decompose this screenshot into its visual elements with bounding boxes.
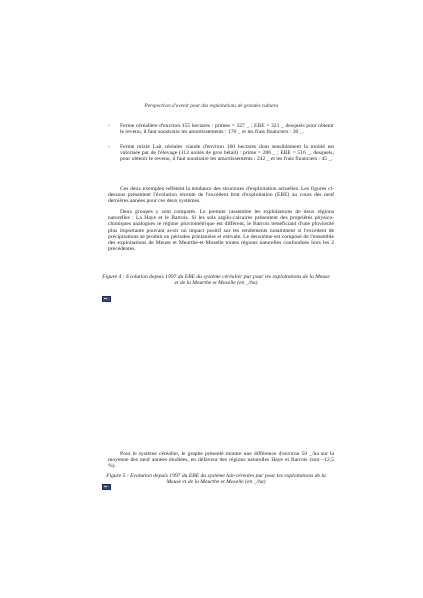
bullet-mark: - bbox=[108, 123, 110, 129]
figure-5-caption: Figure 5 : Evolution depuis 1997 du EBE du système lait-céréales pur pour les exploitations de la Meuse et de la Meurthe et Moselle (en _/ha) bbox=[106, 473, 326, 486]
figure-4-broken-image-icon bbox=[102, 296, 111, 302]
paragraph-examples: Ces deux exemples reflètent la tendance des structures d'exploitation actuelles. Les figures ci-dessous présentent l'évolution récente de l'excédent brut d'exploitation (EBE) au cours des neuf dernières années pour ces deux systèmes. bbox=[108, 186, 334, 205]
bullet-text: Ferme céréalière d'environ 155 hectares : primes = 327 _ ; EBE = 321 _ desquels pour obtenir le revenu, il faut soustraire les amortissements : 170 _ et les frais financiers : 30 _. bbox=[120, 123, 334, 136]
paragraph-groups: Deux groupes y sont comparés. Le premier rassemble les exploitations de deux régions naturelles : La Haye et le Barrois. Si les sols argilo-calcaires présentent des propriétés physico-chimiques analogues le régime pluviométrique est différent, le Barrois bénéficiant d'une pluviosité plus importante pouvant avoir un impact positif sur les rendements notamment si l'excédent de précipitations se produit en périodes printanière et estivale. Le deuxième est composé de l'ensemble des exploitations de Meuse et Meurthe-et-Moselle toutes régions naturelles confondues hors les 2 précédentes. bbox=[108, 209, 334, 253]
figure-4-caption: Figure 4 : Evolution depuis 1997 du EBE du système céréalier pur pour les exploitations de la Meuse et de la Meurthe et Moselle (en _/ha) bbox=[102, 274, 330, 287]
figure-5-broken-image-icon bbox=[102, 484, 111, 490]
bullet-text: Ferme mixte Lait céréales viande d'environ 160 hectares dont sensiblement la moitié est valorisée par de l'élevage (112 unités de gros bétail) : prime = 286 _ ; EBE = 516 _, desquels, pour obtenir le revenu, il faut soustraire les amortissements : 242 _ et les frais financiers : 45 _. bbox=[120, 144, 334, 163]
paragraph-cereal-system: Pour le système céréalier, le graphe présenté montre une différence d'environ 50 _/ha sur la moyenne des neuf années étudiées, en défaveur des régions naturelles Haye et Barrois (soit –12,5 %). bbox=[108, 451, 334, 470]
bullet-mark: - bbox=[108, 144, 110, 150]
running-header: Perspectives d'avenir pour des exploitations de grandes cultures bbox=[144, 103, 279, 109]
